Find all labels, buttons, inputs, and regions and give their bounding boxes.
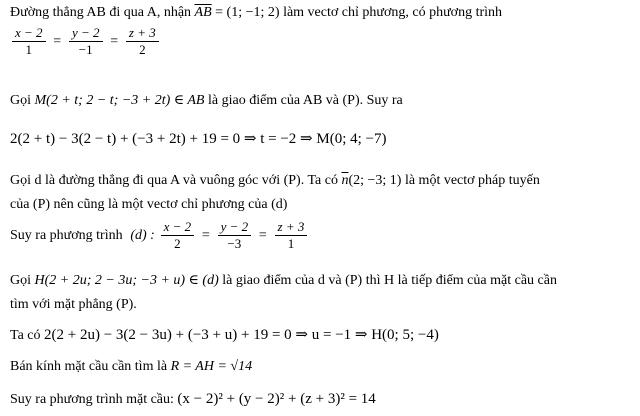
- text: Gọi: [10, 273, 31, 288]
- line-solve-t: [10, 130, 387, 148]
- vector-n-value: (2; −3; 1): [348, 173, 402, 188]
- denominator: 2: [174, 236, 181, 251]
- numerator: z + 3: [126, 26, 159, 42]
- text: Bán kính mặt cầu cần tìm là: [10, 359, 168, 374]
- equals-sign: =: [110, 33, 119, 49]
- fraction: [12, 26, 46, 57]
- numerator: y − 2: [218, 220, 252, 236]
- denominator: 1: [287, 236, 295, 251]
- line-point-m: [10, 92, 403, 110]
- fraction: [275, 220, 308, 251]
- text: là giao điểm của AB và (P). Suy ra: [207, 93, 403, 108]
- line-direction-d: [10, 196, 287, 214]
- formula-solve-t: 2(2 + t) − 3(2 − t) + (−3 + 2t) + 19 = 0 ⇒ t = −2 ⇒ M(0; 4; −7): [10, 131, 387, 147]
- line-radius: [10, 358, 252, 376]
- text: Suy ra phương trình: [10, 227, 123, 243]
- fraction: [161, 220, 195, 251]
- line-sphere-equation: [10, 390, 376, 409]
- numerator: x − 2: [12, 26, 46, 42]
- formula-h: H(2 + 2u; 2 − 3u; −3 + u) ∈ (d): [34, 273, 219, 288]
- vector-n: $\overline{n}$: [341, 173, 349, 188]
- numerator: y − 2: [69, 26, 103, 42]
- formula-radius: R = AH = √14: [170, 359, 253, 374]
- text: Ta có: [10, 328, 41, 343]
- fraction: [126, 26, 159, 57]
- denominator: −1: [78, 42, 93, 57]
- line-tangent-plane: [10, 296, 137, 314]
- text: tìm với mặt phẳng (P).: [10, 297, 137, 312]
- text: là giao điểm của d và (P) thì H là tiếp điểm của mặt cầu cần: [222, 273, 557, 288]
- denominator: 2: [139, 42, 146, 57]
- fraction: [218, 220, 252, 251]
- denominator: 1: [25, 42, 33, 57]
- formula-sphere: (x − 2)² + (y − 2)² + (z + 3)² = 14: [177, 391, 376, 407]
- vector-ab-value: = (1; −1; 2): [215, 5, 280, 20]
- vector-ab: $\overline{AB}$: [194, 5, 212, 20]
- equals-sign: =: [258, 227, 267, 243]
- text: Suy ra phương trình mặt cầu:: [10, 392, 174, 407]
- text: làm vectơ chỉ phương, có phương trình: [283, 5, 503, 20]
- line-solve-u: [10, 326, 439, 345]
- equals-sign: =: [53, 33, 62, 49]
- text: của (P) nên cũng là một vectơ chỉ phương của (d): [10, 197, 288, 212]
- text: là một vectơ pháp tuyến: [404, 173, 540, 188]
- formula-solve-u: 2(2 + 2u) − 3(2 − 3u) + (−3 + u) + 19 = 0 ⇒ u = −1 ⇒ H(0; 5; −4): [44, 327, 439, 343]
- formula-m: M(2 + t; 2 − t; −3 + 2t) ∈ AB: [34, 93, 205, 108]
- denominator: −3: [227, 236, 242, 251]
- text: Đường thẳng AB đi qua A, nhận: [10, 5, 192, 20]
- text: Gọi: [10, 93, 31, 108]
- line-normal-vector: [10, 172, 540, 190]
- numerator: x − 2: [161, 220, 195, 236]
- line-point-h: [10, 272, 557, 290]
- numerator: z + 3: [275, 220, 308, 236]
- label-d: (d) :: [130, 227, 155, 243]
- equals-sign: =: [201, 227, 210, 243]
- line-ab-direction: [10, 4, 502, 22]
- fraction: [69, 26, 103, 57]
- text: Gọi d là đường thẳng đi qua A và vuông góc với (P). Ta có: [10, 173, 338, 188]
- equation-d: [10, 220, 309, 251]
- equation-ab: [10, 26, 161, 57]
